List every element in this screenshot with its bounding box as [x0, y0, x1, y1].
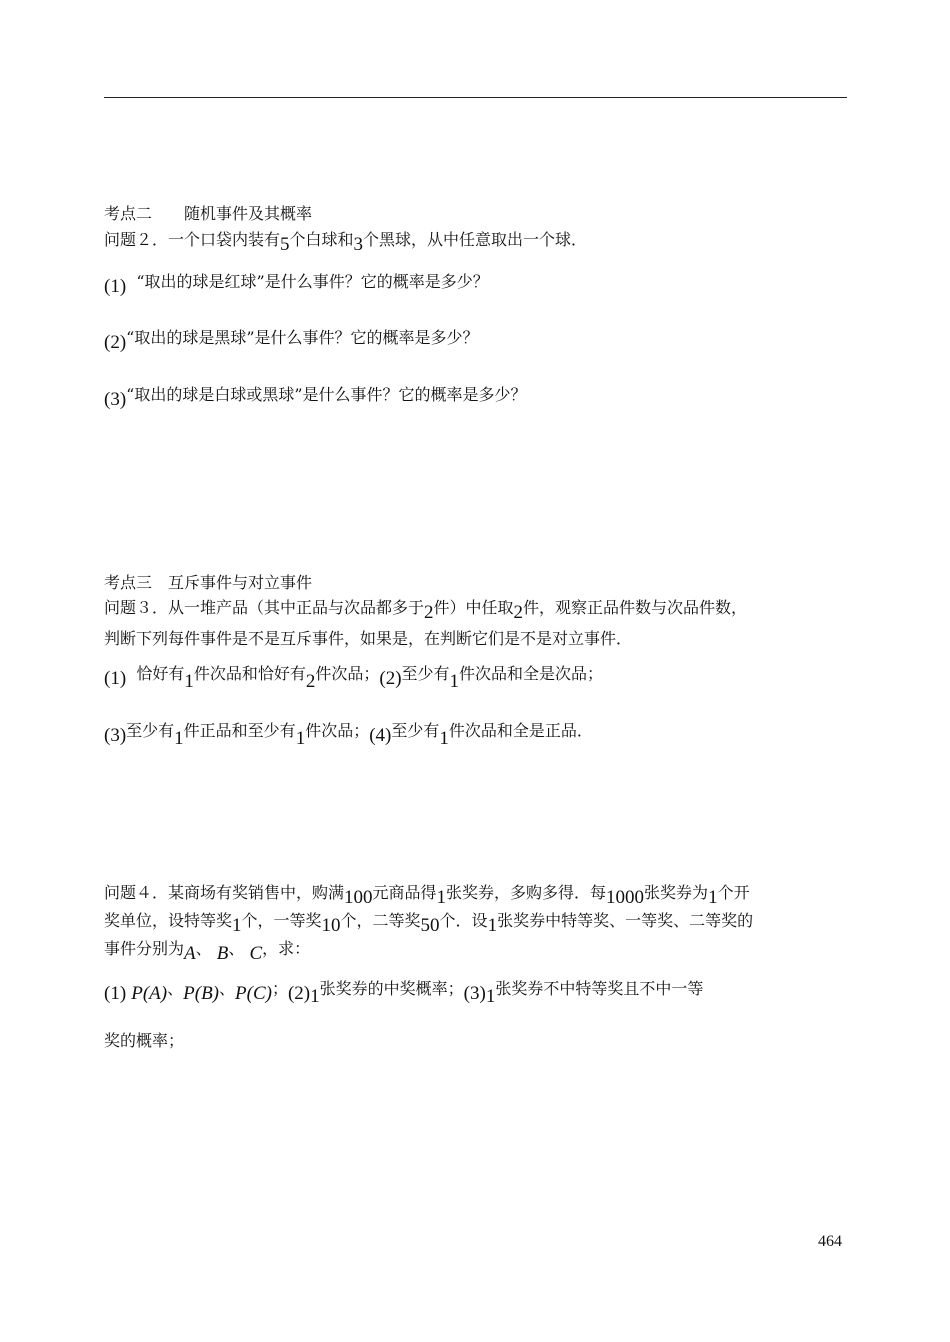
- item-marker: (2): [104, 332, 127, 353]
- page-number: 464: [818, 1233, 842, 1250]
- number: 1000: [606, 887, 645, 908]
- prob-pa: P(A): [131, 983, 168, 1004]
- event-a: A: [184, 943, 196, 964]
- number: 2: [305, 671, 316, 692]
- header-rule: [104, 97, 847, 98]
- problem-2-q1: (1) “取出的球是红球”是什么事件？它的概率是多少？: [104, 272, 489, 297]
- section-heading-3: 考点三 互斥事件与对立事件: [104, 573, 313, 592]
- problem-3-statement-cont: 判断下列每件事件是不是互斥事件，如果是，在判断它们是不是对立事件．: [104, 629, 633, 648]
- item-marker: (2): [287, 983, 311, 1004]
- number: 1: [174, 728, 184, 749]
- problem-4-questions: (1) P(A)、P(B)、P(C)；(2)1张奖券的中奖概率；(3)1张奖券不中特等奖且不中一等: [104, 979, 704, 1007]
- number: 1: [436, 887, 447, 908]
- event-c: C: [249, 943, 263, 964]
- problem-2-q2: (2)“取出的球是黑球”是什么事件？它的概率是多少？: [104, 328, 479, 353]
- item-marker: (3): [104, 725, 127, 746]
- number: 3: [353, 234, 364, 255]
- problem-4-line-1: 问题４．某商场有奖销售中，购满100元商品得1张奖券，多购多得．每1000张奖券为1个开: [104, 883, 750, 908]
- problem-3-items-1-2: (1) 恰好有1件次品和恰好有2件次品；(2)至少有1件次品和全是次品；: [104, 664, 604, 692]
- number: 1: [485, 986, 496, 1007]
- item-marker: (1): [104, 983, 127, 1004]
- item-marker: (3): [463, 983, 486, 1004]
- number: 1: [439, 728, 449, 749]
- number: 100: [344, 887, 373, 908]
- problem-4-line-2: 奖单位，设特等奖1个，一等奖10个，二等奖50个．设1张奖券中特等奖、一等奖、二等奖的: [104, 911, 754, 936]
- number: 1: [184, 671, 194, 692]
- number: 50: [420, 915, 440, 936]
- number: 1: [310, 986, 320, 1007]
- number: 1: [708, 887, 718, 908]
- problem-3-items-3-4: (3)至少有1件正品和至少有1件次品；(4)至少有1件次品和全是正品．: [104, 721, 593, 749]
- number: 2: [424, 602, 434, 623]
- prob-pc: P(C): [235, 983, 272, 1004]
- item-marker: (1): [104, 276, 127, 297]
- number: 1: [449, 671, 460, 692]
- event-b: B: [216, 943, 229, 964]
- item-marker: (2): [379, 668, 402, 689]
- problem-2-q3: (3)“取出的球是白球或黑球”是什么事件？它的概率是多少？: [104, 385, 527, 410]
- problem-4-questions-cont: 奖的概率；: [104, 1031, 185, 1050]
- section-heading-2: 考点二 随机事件及其概率: [104, 204, 313, 223]
- number: 10: [321, 915, 341, 936]
- problem-4-line-3: 事件分别为A、 B、 C，求：: [104, 939, 311, 964]
- problem-3-statement: 问题３．从一堆产品（其中正品与次品都多于2件）中任取2件，观察正品件数与次品件数，: [104, 598, 748, 623]
- number: 2: [513, 602, 524, 623]
- number: 5: [280, 234, 290, 255]
- problem-2-statement: 问题２．一个口袋内装有5个白球和3个黑球，从中任意取出一个球．: [104, 230, 588, 255]
- item-marker: (3): [104, 389, 127, 410]
- item-marker: (1): [104, 668, 127, 689]
- number: 1: [232, 915, 242, 936]
- number: 1: [295, 728, 306, 749]
- number: 1: [487, 915, 498, 936]
- item-marker: (4): [369, 725, 392, 746]
- prob-pb: P(B): [183, 983, 220, 1004]
